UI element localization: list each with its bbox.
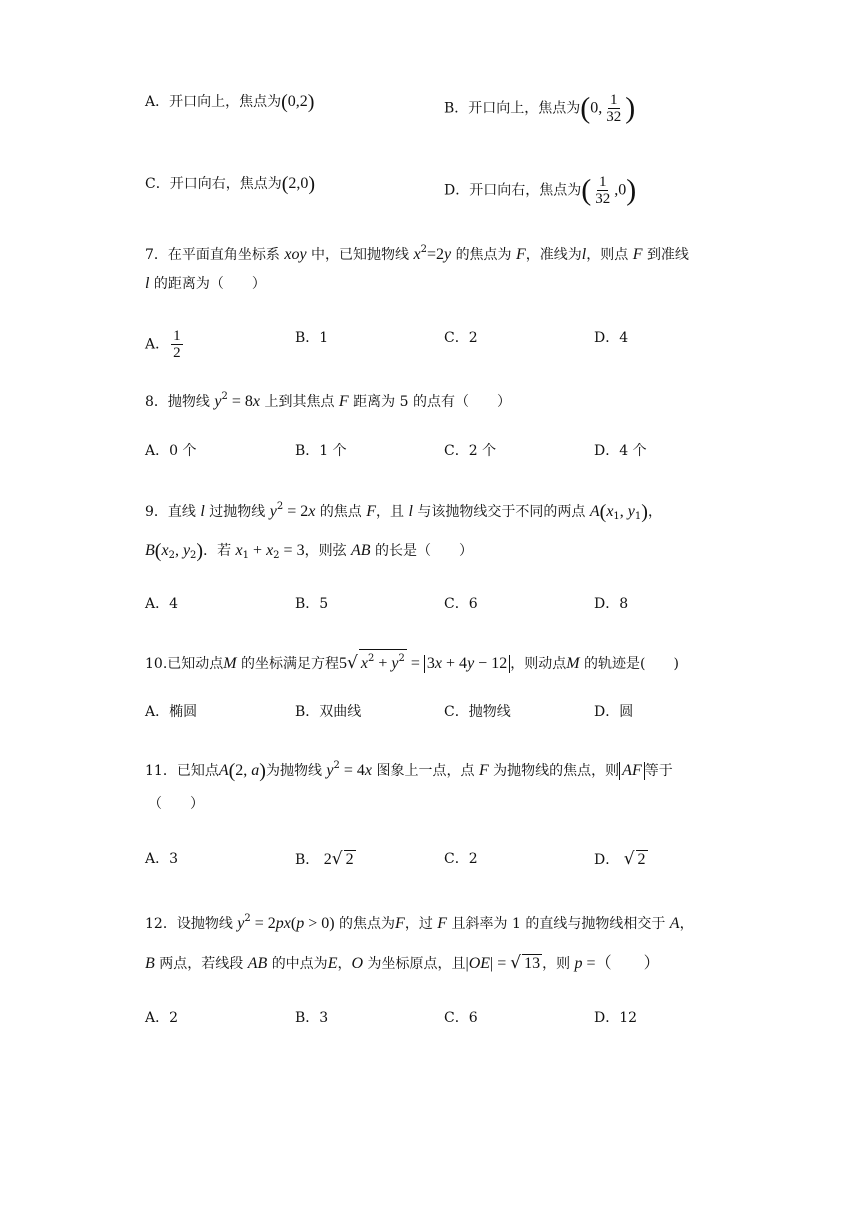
q12-stem-line1: 12．设抛物线 $y^2 = 2px(p > 0)$ 的焦点为F，过 F 且斜率为 1 的直线与抛物线相交于 A， [145,913,694,932]
q9-option-a: A．4 [145,596,179,612]
q7-stem-line1: 7．在平面直角坐标系 xoy 中，已知抛物线 $x^2=2y$ 的焦点为 F，准线为l，则点 F 到准线 [145,244,689,263]
q9-stem-line2: $B(x_2$, $y_2$)．若 $x_1 + x_2 = 3$，则弦 AB 的长是（ ） [145,540,474,562]
q8-option-c: C．2 个 [444,443,497,459]
q7-option-c: C．2 [444,330,478,346]
q12-option-c: C．6 [444,1010,478,1026]
q9-option-c: C．6 [444,596,478,612]
square-root: $x^2 + y^2$ [359,649,407,673]
q8-stem: 8．抛物线 $y^2 = 8x$ 上到其焦点 F 距离为 5 的点有（ ） [145,391,511,410]
q7-option-a: A． $\frac{1}{2}$ [145,328,181,361]
q12-option-d: D．12 [594,1010,638,1026]
q7-option-d: D．4 [594,330,629,346]
absolute-value: AF [619,762,645,780]
q11-option-a: A．3 [145,851,179,867]
q9-option-b: B．5 [295,596,329,612]
q7-stem-line2: l 的距离为（ ） [145,275,266,292]
q8-option-a: A．0 个 [145,443,197,459]
fraction: $\frac{1}{32}$ [606,92,622,125]
q12-stem-line2: B 两点，若线段 AB 的中点为E，O 为坐标原点，且|OE| = √ 13 ，则 p =（ ） [145,953,660,973]
q10-option-a: A．椭圆 [145,704,198,720]
q11-option-b: B． 2√ 2 [295,849,354,869]
q6-option-c: C．开口向右，焦点为(2,0) [145,173,316,195]
q10-option-d: D．圆 [594,704,634,720]
absolute-value: 3x + 4y − 12 [424,655,510,673]
q9-stem-line1: 9．直线 l 过抛物线 $y^2 = 2x$ 的焦点 F，且 l 与该抛物线交于不同的两点 $A(x_1$, $y_1$)， [145,501,662,523]
q6-option-b: B．开口向上，焦点为(0, $\frac{1}{32}$ ) [444,91,636,125]
q12-option-b: B．3 [295,1010,329,1026]
q8-option-b: B．1 个 [295,443,347,459]
q10-option-c: C．抛物线 [444,704,511,720]
q12-option-a: A．2 [145,1010,179,1026]
q10-option-b: B．双曲线 [295,704,362,720]
q11-stem-line2: （ ） [148,796,204,812]
q9-option-d: D．8 [594,596,629,612]
q11-option-d: D． √ 2 [594,849,646,869]
q6-option-d: D．开口向右，焦点为( $\frac{1}{32}$ ,0) [444,173,637,207]
q7-option-b: B．1 [295,330,329,346]
fraction: $\frac{1}{32}$ [595,174,611,207]
q10-stem: 10.已知动点M 的坐标满足方程5√ $x^2 + y^2 = 3x + 4y - 12$ ，则动点M 的轨迹是( ) [145,649,679,674]
q11-option-c: C．2 [444,851,478,867]
q11-stem-line1: 11．已知点A(2, a)为抛物线 $y^2 = 4x$ 图象上一点，点 F 为抛物线的焦点，则 AF 等于 [145,760,673,782]
square-root: 2 [637,851,646,868]
q6-option-a: A．开口向上，焦点为(0,2) [145,91,315,113]
square-root: 13 [524,955,541,972]
fraction: $\frac{1}{2}$ [173,328,181,361]
q8-option-d: D．4 个 [594,443,647,459]
square-root: 2 [345,851,354,868]
